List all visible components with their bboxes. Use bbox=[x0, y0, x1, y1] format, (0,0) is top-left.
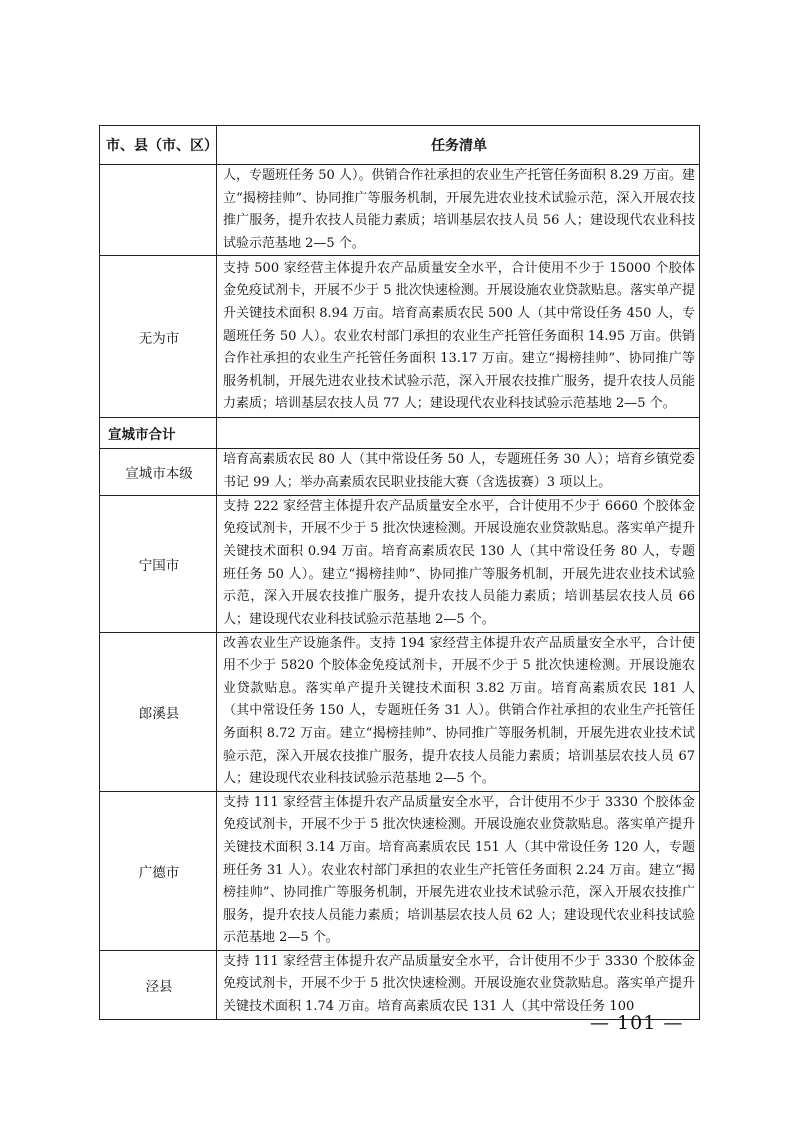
region-cell bbox=[100, 165, 217, 256]
task-cell: 改善农业生产设施条件。支持 194 家经营主体提升农产品质量安全水平，合计使用不少于 5820 个胶体金免疫试剂卡，开展不少于 5 批次快速检测。开展设施农业贷款贴息。落实单产提升关键技术面积 3.82 万亩。培育高素质农民 181 人（其中常设任务 150 人，专题班任务 31 人）。供销合作社承担的农业生产托管任务面积 8.72 万亩。建立“揭榜挂帅”、协同推广等服务机制，开展先进农业技术试验示范，深入开展农技推广服务，提升农技人员能力素质；培训基层农技人员 67 人；建设现代农业科技试验示范基地 2—5 个。 bbox=[217, 632, 700, 791]
table-row bbox=[100, 632, 700, 791]
region-cell: 宁国市 bbox=[100, 495, 217, 632]
table-row bbox=[100, 418, 700, 449]
table-row bbox=[100, 165, 700, 256]
region-group-cell: 宣城市合计 bbox=[100, 418, 217, 449]
region-cell: 广德市 bbox=[100, 791, 217, 950]
region-cell: 宣城市本级 bbox=[100, 449, 217, 495]
task-cell bbox=[217, 418, 700, 449]
table-row bbox=[100, 449, 700, 495]
table-row bbox=[100, 791, 700, 950]
table-row bbox=[100, 256, 700, 418]
region-cell: 无为市 bbox=[100, 256, 217, 418]
table-row bbox=[100, 495, 700, 632]
table-row bbox=[100, 950, 700, 1019]
task-cell: 人，专题班任务 50 人）。供销合作社承担的农业生产托管任务面积 8.29 万亩。建立“揭榜挂帅”、协同推广等服务机制，开展先进农业技术试验示范，深入开展农技推广服务，提升农技人员能力素质；培训基层农技人员 56 人；建设现代农业科技试验示范基地 2—5 个。 bbox=[217, 165, 700, 256]
region-cell: 泾县 bbox=[100, 950, 217, 1019]
task-cell: 支持 222 家经营主体提升农产品质量安全水平，合计使用不少于 6660 个胶体金免疫试剂卡，开展不少于 5 批次快速检测。开展设施农业贷款贴息。落实单产提升关键技术面积 0.94 万亩。培育高素质农民 130 人（其中常设任务 80 人，专题班任务 50 人）。建立“揭榜挂帅”、协同推广等服务机制，开展先进农业技术试验示范，深入开展农技推广服务，提升农技人员能力素质；培训基层农技人员 66 人；建设现代农业科技试验示范基地 2—5 个。 bbox=[217, 495, 700, 632]
column-header-region: 市、县（市、区） bbox=[100, 126, 217, 165]
table-header-row bbox=[100, 126, 700, 165]
task-cell: 支持 111 家经营主体提升农产品质量安全水平，合计使用不少于 3330 个胶体金免疫试剂卡，开展不少于 5 批次快速检测。开展设施农业贷款贴息。落实单产提升关键技术面积 1.74 万亩。培育高素质农民 131 人（其中常设任务 100 bbox=[217, 950, 700, 1019]
task-list-table bbox=[99, 125, 700, 1020]
region-cell: 郎溪县 bbox=[100, 632, 217, 791]
task-cell: 支持 111 家经营主体提升农产品质量安全水平，合计使用不少于 3330 个胶体金免疫试剂卡，开展不少于 5 批次快速检测。开展设施农业贷款贴息。落实单产提升关键技术面积 3.14 万亩。培育高素质农民 151 人（其中常设任务 120 人，专题班任务 31 人）。农业农村部门承担的农业生产托管任务面积 2.24 万亩。建立“揭榜挂帅”、协同推广等服务机制，开展先进农业技术试验示范，深入开展农技推广服务，提升农技人员能力素质；培训基层农技人员 62 人；建设现代农业科技试验示范基地 2—5 个。 bbox=[217, 791, 700, 950]
task-cell: 支持 500 家经营主体提升农产品质量安全水平，合计使用不少于 15000 个胶体金免疫试剂卡，开展不少于 5 批次快速检测。开展设施农业贷款贴息。落实单产提升关键技术面积 8.94 万亩。培育高素质农民 500 人（其中常设任务 450 人，专题班任务 50 人）。农业农村部门承担的农业生产托管任务面积 14.95 万亩。供销合作社承担的农业生产托管任务面积 13.17 万亩。建立“揭榜挂帅”、协同推广等服务机制，开展先进农业技术试验示范，深入开展农技推广服务，提升农技人员能力素质；培训基层农技人员 77 人；建设现代农业科技试验示范基地 2—5 个。 bbox=[217, 256, 700, 418]
column-header-tasks: 任务清单 bbox=[217, 126, 700, 165]
task-cell: 培育高素质农民 80 人（其中常设任务 50 人，专题班任务 30 人）；培育乡镇党委书记 99 人；举办高素质农民职业技能大赛（含选拔赛）3 项以上。 bbox=[217, 449, 700, 495]
page-number: — 101 — bbox=[590, 1012, 684, 1034]
